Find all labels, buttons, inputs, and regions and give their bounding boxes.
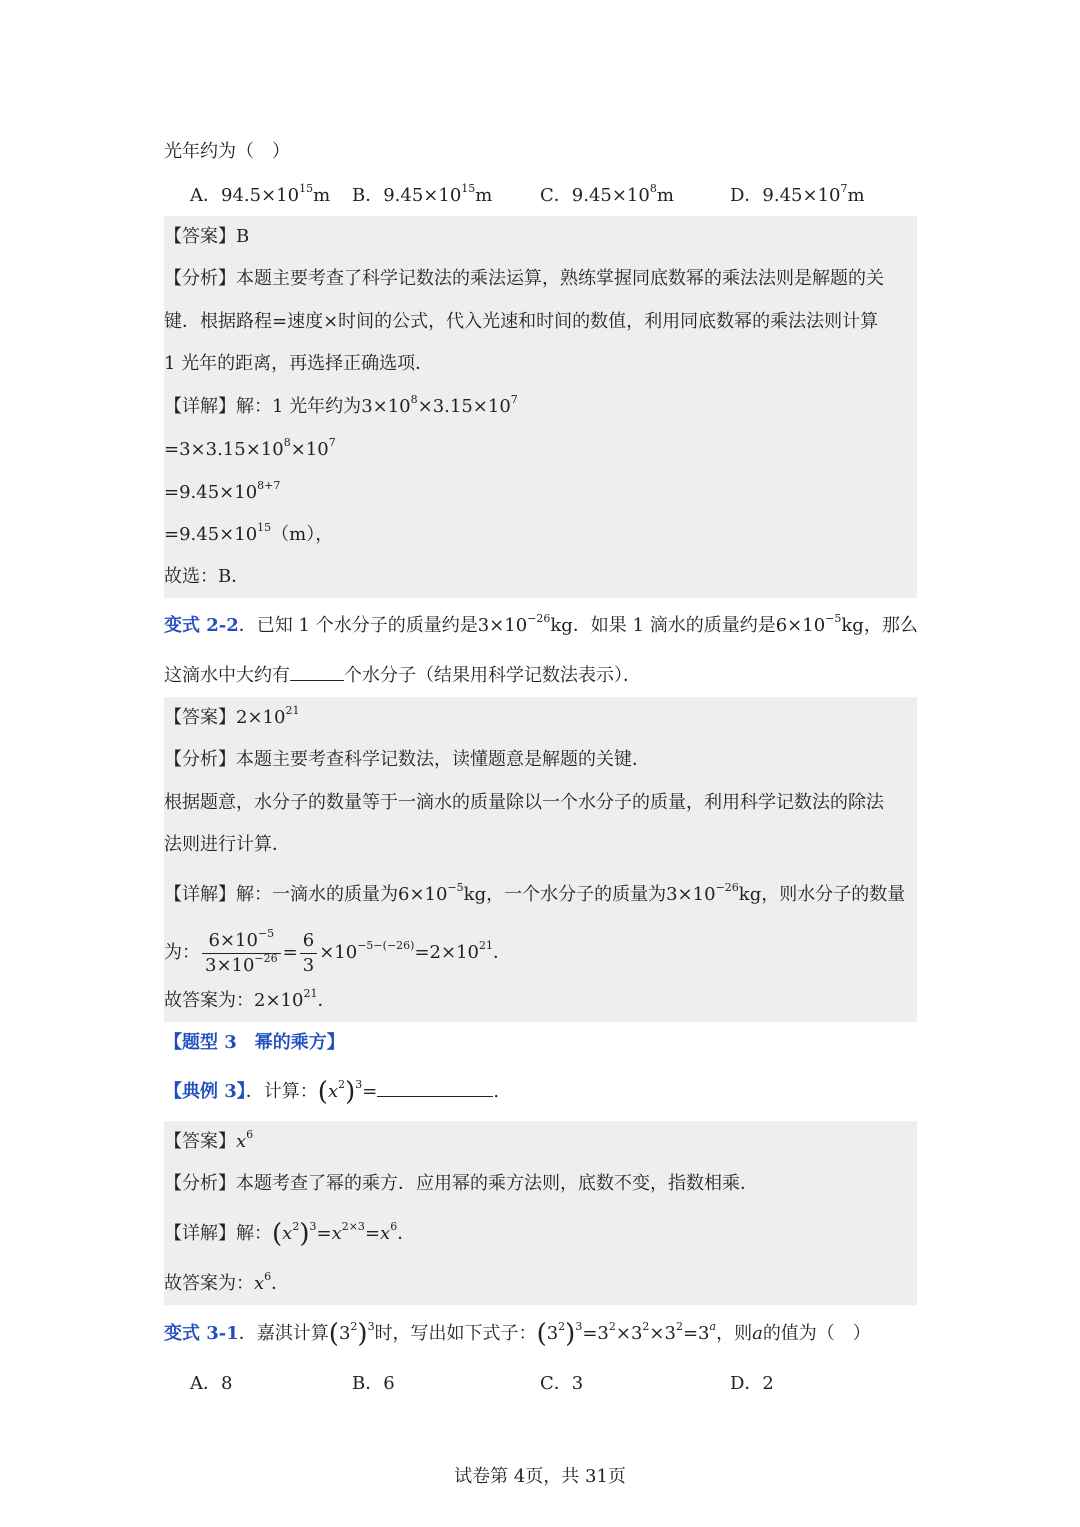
answer-blank[interactable] — [290, 662, 344, 681]
q1-stem-tail: 光年约为（ ） — [164, 141, 290, 162]
q1-answer: 【答案】B — [164, 226, 250, 247]
q1-detail-line: 【详解】解：1 光年约为$3\times 10^8\times 3.15\times 10^7$ — [164, 393, 518, 417]
answer-blank-2[interactable] — [377, 1078, 493, 1097]
v22-analysis-line-1: 【分析】本题主要考查科学记数法，读懂题意是解题的关键． — [164, 749, 650, 770]
v22-answer: 【答案】$2\times 10^{21}$ — [164, 704, 300, 728]
v22-question-line-2: 这滴水中大约有 个水分子（结果用科学记数法表示）． — [164, 662, 641, 690]
page-footer: 试卷第 4页，共 31页 — [454, 1466, 626, 1487]
type3-detail: 【详解】解：$(x^2)^3=x^{2\times 3}=x^6$． — [164, 1219, 416, 1249]
q1-analysis-line-1: 【分析】本题主要考查了科学记数法的乘法运算，熟练掌握同底数幂的乘法法则是解题的关 — [164, 268, 884, 289]
fraction-2: $\frac{6}{3}$ — [300, 929, 317, 978]
q1-choice: 故选：B． — [164, 566, 250, 587]
q1-option-c[interactable]: C．$9.45\times 10^8m$ — [540, 182, 674, 206]
v31-option-a[interactable]: A．8 — [190, 1373, 233, 1394]
v31-option-c[interactable]: C．3 — [540, 1373, 584, 1394]
q1-option-b[interactable]: B．$9.45\times 10^{15}m$ — [352, 182, 493, 206]
type3-answer: 【答案】$x^6$ — [164, 1128, 254, 1152]
q1-analysis-line-2: 键．根据路程=速度×时间的公式，代入光速和时间的数值，利用同底数幂的乘法法则计算 — [164, 311, 879, 332]
v31-question: 变式 3-1．嘉淇计算$(3^2)^3$时，写出如下式子：$(3^2)^3=3^2\times 3^2\times 3^2=3^a$，则a的值为（ ） — [164, 1319, 871, 1349]
v22-analysis-line-3: 法则进行计算． — [164, 834, 290, 855]
q1-detail-step-1: $=3\times 3.15\times 10^8\times 10^7$ — [164, 436, 336, 460]
type3-heading: 【题型 3 幂的乘方】 — [164, 1032, 345, 1053]
q1-option-d[interactable]: D．$9.45\times 10^7m$ — [730, 182, 865, 206]
v22-analysis-line-2: 根据题意，水分子的数量等于一滴水的质量除以一个水分子的质量，利用科学记数法的除法 — [164, 792, 884, 813]
q1-detail-step-2: $=9.45\times 10^{8+7}$ — [164, 479, 281, 503]
v31-option-b[interactable]: B．6 — [352, 1373, 395, 1394]
v22-label: 变式 2-2 — [164, 615, 239, 636]
type3-final: 故答案为：$x^6$． — [164, 1270, 290, 1294]
fraction-1: $\frac{6\times 10^{-5}}{3\times 10^{-26}}$ — [202, 929, 281, 978]
v31-option-d[interactable]: D．2 — [730, 1373, 774, 1394]
v22-question-line-1: 变式 2-2．已知 1 个水分子的质量约是$3\times 10^{-26}kg$．如果 1 滴水的质量约是$6\times 10^{-5}kg$，那么 — [164, 612, 918, 636]
type3-example: 【典例 3】．计算：$(x^2)^3=$ . — [164, 1077, 500, 1107]
type3-analysis: 【分析】本题考查了幂的乘方．应用幂的乘方法则，底数不变，指数相乘． — [164, 1173, 758, 1194]
v22-detail-line-2: 为： $\frac{6\times 10^{-5}}{3\times 10^{-26}}$ = $\frac{6}{3}$ $\times 10^{-5-(-26)}=2\times 10^{21}$． — [164, 926, 511, 976]
q1-analysis-line-3: 1 光年的距离，再选择正确选项． — [164, 353, 434, 374]
q1-detail-step-3: $=9.45\times 10^{15}(m)$， — [164, 521, 334, 545]
v22-detail-line-1: 【详解】解：一滴水的质量为$6\times 10^{-5}kg$，一个水分子的质量为$3\times 10^{-26}kg$，则水分子的数量 — [164, 881, 906, 905]
q1-option-a[interactable]: A．$94.5\times 10^{15}m$ — [190, 182, 331, 206]
v22-final: 故答案为：$2\times 10^{21}$． — [164, 987, 336, 1011]
